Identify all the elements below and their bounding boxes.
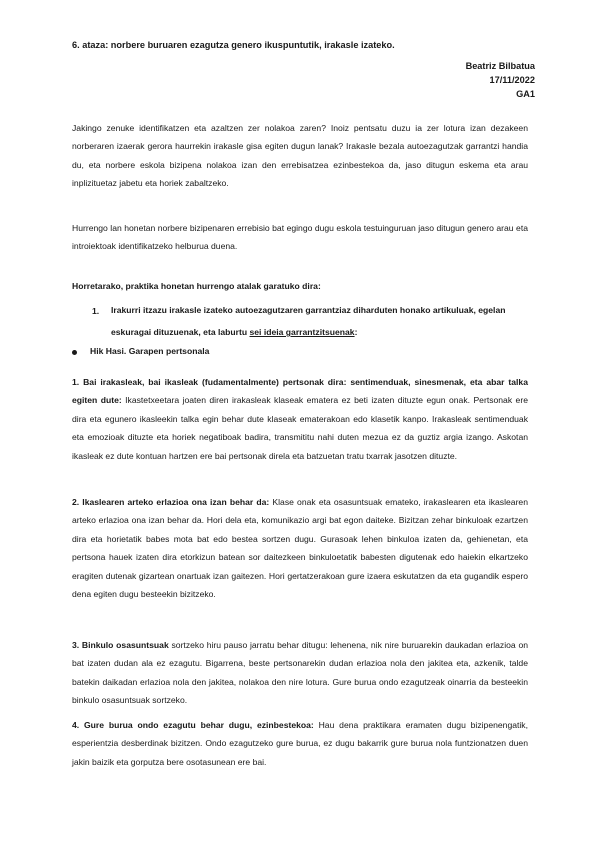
intro-paragraph-1: Jakingo zenuke identifikatzen eta azaltzen zer nolakoa zaren? Inoiz pentsatu duzu ia zer lotura izan dezakeen norberaren izaerak gerora haurrekin irakasle gisa egiten dugun lanak? Irakasle bezala autoezagutzak garrantzi handia du, eta norbere eskola bizipena nolakoa izan den errebisatzea ezinbestekoa da, jaso ditugun eskema eta arau inplizituetaz jabetu eta horiek zabaltzeko. (72, 123, 528, 189)
author-name: Beatriz Bilbatua (465, 61, 535, 71)
idea-2-lead: 2. Ikaslearen arteko erlazioa ona izan behar da: (72, 497, 270, 507)
idea-3-lead: 3. Binkulo osasuntsuak (72, 640, 169, 650)
idea-2-body: Klase onak eta osasuntsuak emateko, irakaslearen eta ikaslearen arteko erlazioa ona izan behar da. Hori dela eta, komunikazio argi bat egon daiteke. Bizitzan zehar binkuloak ezartzen dira eta horietatik babes mota bat edo bestea sortzen dugu. Gurasoak lehen binkuloa izaten da, gehienetan, eta pertsona hauek izaten dira etorkizun batean sor daitezkeen binkuloetatik babesten digutenak edo haiekin elkartzeko eragiten dutenak gizartean onartuak izan gaitezen. Hori gertatzerakoan gure izaera eskutatzen da eta gugandik espero dena egiten dugu besteekin bizitzeko. (72, 497, 528, 600)
group-code: GA1 (516, 89, 535, 99)
bullet-label: Hik Hasi. Garapen pertsonala (90, 346, 210, 356)
list-item-text (111, 299, 528, 343)
idea-3 (72, 636, 528, 710)
idea-4-body: Hau dena praktikara eramaten dugu bizipenengatik, esperientzia desberdinak bizitzen. Ondo ezagutzeko gure burua, ez dugu bakarrik gure burua nola funtzionatzen duen jakin baizik eta gorputza bere osotasunean ere bai. (72, 720, 528, 767)
idea-1-body: Ikastetxeetara joaten diren irakasleak klaseak ematera ez beti izaten dituzte egun onak. Pertsonak ere dira eta egunero ikasleekin talka egin behar dute klaseak ematerakoan edo klasetik kanpo. Irakasleak sentimenduak eta emozioak dituzte eta horiek negatiboak badira, transmititu nahi duten mezua ez da guztiz argia izango. Askotan ikasleak ez dute kontuan hartzen ere bai pertsonak direla eta batzuetan tratu txarrak jasotzen dituzte. (72, 395, 528, 461)
idea-3-body: sortzeko hiru pauso jarratu behar ditugu: lehenena, nik nire buruarekin daukadan erlazioa on bat izaten dudan ala ez ezagutu. Bigarrena, beste pertsonarekin dudan erlazioa nola den jakitea eta, azkenik, talde batekin daikadan erlazioa nola den jakitea, nolakoa den nire lotura. Gure burua ondo ezagutzeak oinarria da besteekin binkulo osasuntsuak sortzeko. (72, 640, 528, 706)
idea-4 (72, 716, 528, 771)
intro-paragraph-2: Hurrengo lan honetan norbere bizipenaren errebisio bat egingo dugu eskola testuinguruan jaso ditugun genero arau eta introiektoak identifikatzeko helburua duena. (72, 223, 528, 252)
idea-1-lead: 1. Bai irakasleak, bai ikasleak (fudamentalmente) pertsonak dira: sentimenduak, sinesmenak, eta abar talka egiten dute: (72, 377, 528, 406)
bullet-dot-icon (72, 350, 77, 355)
list-item-number: 1. (92, 306, 100, 316)
list-item-underlined: sei ideia garrantzitsuenak (249, 327, 355, 337)
list-item-colon: : (354, 327, 358, 337)
list-item-body: Irakurri itzazu irakasle izateko autoezagutzaren garrantziaz diharduten honako artikuluak, egelan eskuragai dituzuenak, eta laburtu (111, 305, 506, 337)
idea-4-lead: 4. Gure burua ondo ezagutu behar dugu, ezinbestekoa: (72, 720, 314, 730)
document-date: 17/11/2022 (489, 75, 535, 85)
author-block (466, 59, 535, 101)
idea-2 (72, 493, 528, 603)
idea-1 (72, 373, 528, 465)
intro-paragraph-3: Horretarako, praktika honetan hurrengo atalak garatuko dira: (72, 281, 321, 291)
task-title: 6. ataza: norbere buruaren ezagutza genero ikuspuntutik, irakasle izateko. (72, 40, 395, 50)
